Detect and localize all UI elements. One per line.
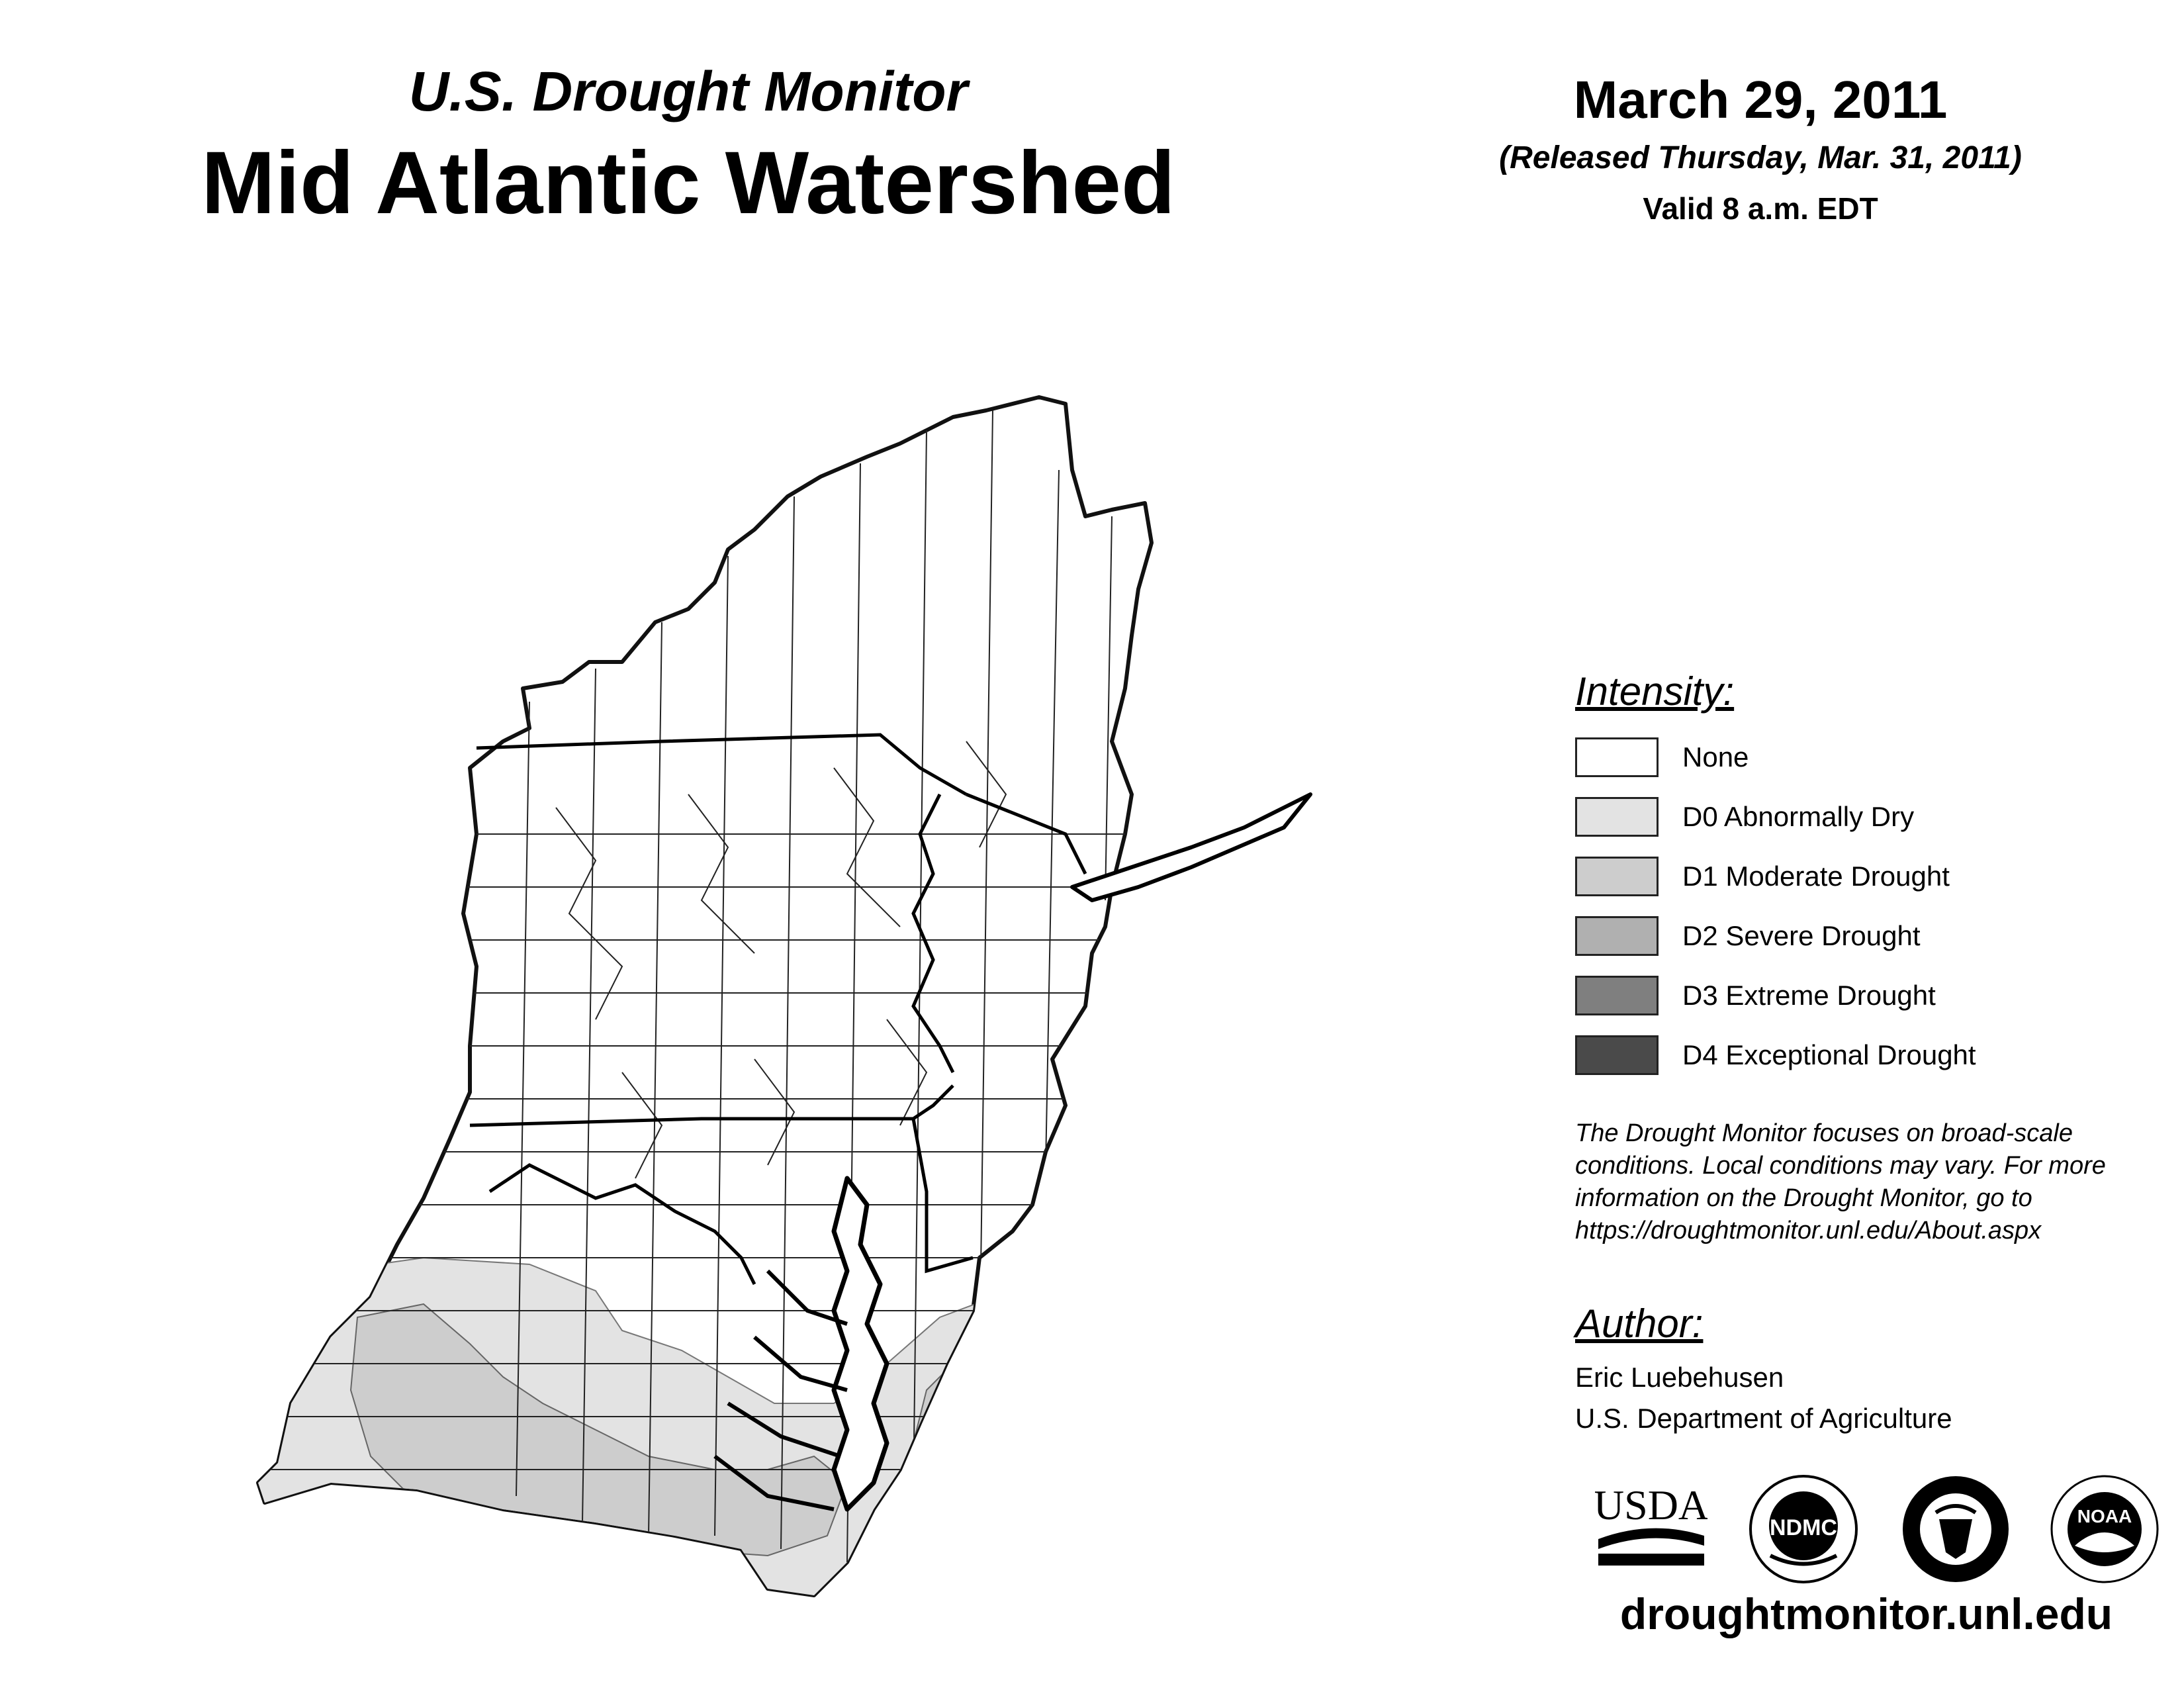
legend-item-d0: [1575, 787, 2171, 847]
legend-title: Intensity:: [1575, 669, 1735, 714]
author-org: U.S. Department of Agriculture: [1575, 1403, 1952, 1434]
site-url[interactable]: droughtmonitor.unl.edu: [1619, 1589, 2113, 1638]
legend-swatch: [1575, 916, 1659, 956]
usda-logo: [1595, 1473, 1707, 1572]
legend-item-d3: [1575, 966, 2171, 1025]
legend-item-d1: [1575, 847, 2171, 906]
map-supertitle: U.S. Drought Monitor: [408, 60, 968, 122]
valid-time: Valid 8 a.m. EDT: [1643, 191, 1878, 226]
commerce-seal-icon: [1899, 1473, 2012, 1585]
legend-label: D1 Moderate Drought: [1682, 861, 1950, 892]
note-line: information on the Drought Monitor, go to: [1575, 1184, 2032, 1212]
legend-item-d2: [1575, 906, 2171, 966]
agency-logos: [1582, 1473, 2164, 1592]
legend-item-d4: [1575, 1025, 2171, 1085]
legend-label: D4 Exceptional Drought: [1682, 1039, 1976, 1070]
legend-swatch: [1575, 737, 1659, 777]
usda-logo-icon: [1595, 1473, 1707, 1572]
legend-swatch: [1575, 797, 1659, 837]
legend-swatch: [1575, 1035, 1659, 1075]
noaa-logo: [2048, 1473, 2161, 1585]
ndmc-logo: [1747, 1473, 1860, 1585]
legend-swatch: [1575, 976, 1659, 1015]
disclaimer-note: [1575, 1117, 2171, 1247]
noaa-logo-icon: [2048, 1473, 2161, 1585]
legend-label: D0 Abnormally Dry: [1682, 801, 1915, 832]
noaa-logo-text: NOAA: [2077, 1506, 2132, 1526]
legend-swatch: [1575, 857, 1659, 896]
author-block: [1575, 1301, 2171, 1439]
legend-label: None: [1682, 741, 1749, 773]
map-title: Mid Atlantic Watershed: [201, 134, 1175, 232]
note-line: conditions. Local conditions may vary. For more: [1575, 1152, 2106, 1180]
date-block: [1423, 70, 2098, 226]
author-name: Eric Luebehusen: [1575, 1362, 1784, 1393]
legend-label: D3 Extreme Drought: [1682, 980, 1936, 1011]
legend-item-none: [1575, 727, 2171, 787]
ndmc-logo-text: NDMC: [1770, 1515, 1837, 1540]
release-date: (Released Thursday, Mar. 31, 2011): [1499, 140, 2022, 175]
usda-logo-text: USDA: [1595, 1481, 1707, 1528]
drought-map: [251, 371, 1350, 1628]
legend: [1575, 669, 2171, 1085]
ndmc-logo-icon: [1747, 1473, 1860, 1585]
legend-label: D2 Severe Drought: [1682, 920, 1921, 951]
author-title: Author:: [1575, 1301, 1704, 1346]
commerce-seal: [1899, 1473, 2012, 1585]
map-date: March 29, 2011: [1573, 70, 1948, 129]
note-line: https://droughtmonitor.unl.edu/About.aspx: [1575, 1217, 2042, 1244]
note-line: The Drought Monitor focuses on broad-scale: [1575, 1119, 2073, 1147]
